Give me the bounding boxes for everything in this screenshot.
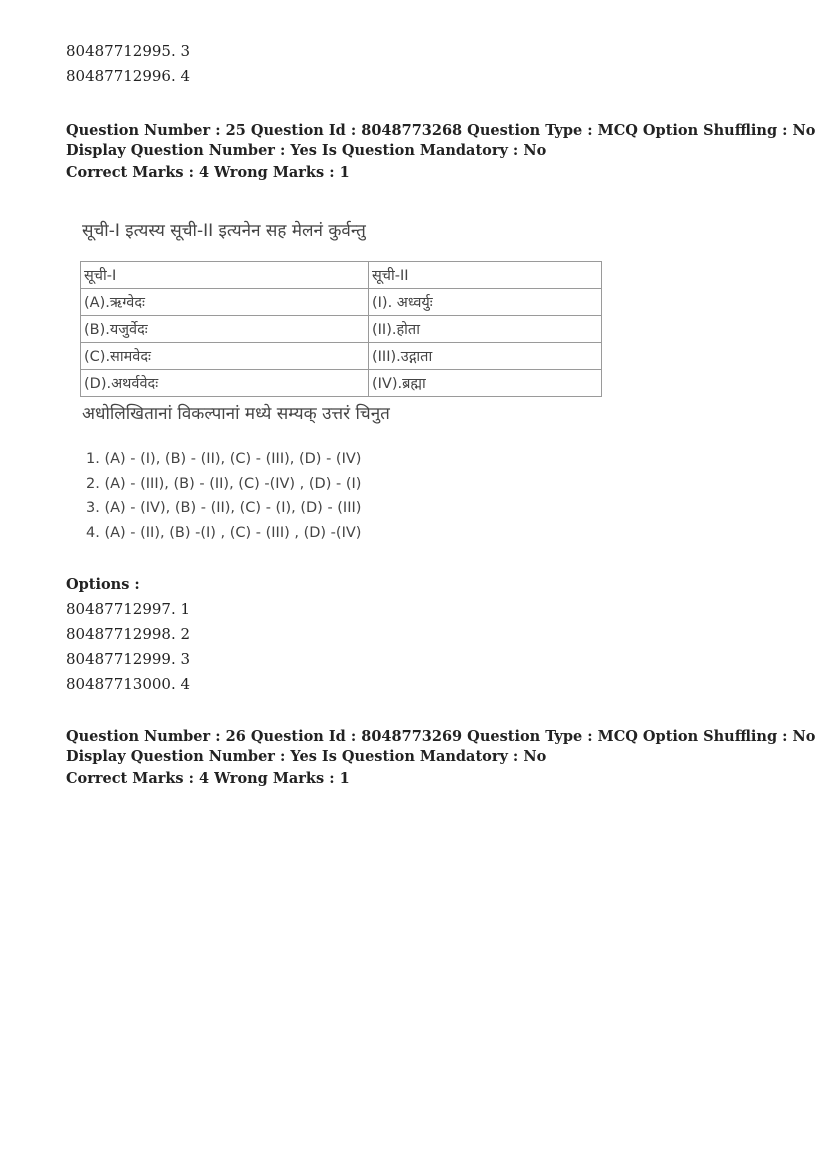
choose-instruction: अधोलिखितानां विकल्पानां मध्ये सम्यक् उत्तरं चिनुत bbox=[82, 404, 390, 424]
answer-choice: 3. (A) - (IV), (B) - (II), (C) - (I), (D) - (III) bbox=[86, 500, 362, 516]
options-label: Options : bbox=[66, 576, 140, 593]
answer-choice: 1. (A) - (I), (B) - (II), (C) - (III), (D) - (IV) bbox=[86, 451, 362, 467]
question-header: Question Number : 25 Question Id : 8048773268 Question Type : MCQ Option Shuffling : No bbox=[66, 122, 816, 139]
option-item: 80487712998. 2 bbox=[66, 625, 191, 643]
option-item: 80487713000. 4 bbox=[66, 675, 191, 693]
match-table bbox=[80, 261, 602, 397]
table-cell: सूची-I bbox=[81, 262, 369, 289]
table-cell: (B).यजुर्वेदः bbox=[81, 316, 369, 343]
option-item: 80487712995. 3 bbox=[66, 42, 191, 60]
table-row bbox=[81, 316, 602, 343]
table-cell: (A).ऋग्वेदः bbox=[81, 289, 369, 316]
table-row bbox=[81, 370, 602, 397]
option-item: 80487712999. 3 bbox=[66, 650, 191, 668]
table-cell: (I). अध्वर्युः bbox=[369, 289, 602, 316]
question-header: Question Number : 26 Question Id : 8048773269 Question Type : MCQ Option Shuffling : No bbox=[66, 728, 816, 745]
question-instruction: सूची-I इत्यस्य सूची-II इत्यनेन सह मेलनं कुर्वन्तु bbox=[82, 221, 366, 241]
table-cell: (C).सामवेदः bbox=[81, 343, 369, 370]
question-header: Display Question Number : Yes Is Question Mandatory : No bbox=[66, 748, 547, 765]
table-cell: (IV).ब्रह्मा bbox=[369, 370, 602, 397]
answer-choice: 2. (A) - (III), (B) - (II), (C) -(IV) , (D) - (I) bbox=[86, 476, 362, 492]
option-item: 80487712997. 1 bbox=[66, 600, 191, 618]
option-item: 80487712996. 4 bbox=[66, 67, 191, 85]
table-cell: (D).अथर्ववेदः bbox=[81, 370, 369, 397]
table-cell: (II).होता bbox=[369, 316, 602, 343]
table-row bbox=[81, 289, 602, 316]
table-row bbox=[81, 343, 602, 370]
table-cell: (III).उद्गाता bbox=[369, 343, 602, 370]
table-row bbox=[81, 262, 602, 289]
question-marks: Correct Marks : 4 Wrong Marks : 1 bbox=[66, 164, 350, 181]
answer-choice: 4. (A) - (II), (B) -(I) , (C) - (III) , (D) -(IV) bbox=[86, 525, 362, 541]
question-marks: Correct Marks : 4 Wrong Marks : 1 bbox=[66, 770, 350, 787]
question-header: Display Question Number : Yes Is Question Mandatory : No bbox=[66, 142, 547, 159]
table-cell: सूची-II bbox=[369, 262, 602, 289]
